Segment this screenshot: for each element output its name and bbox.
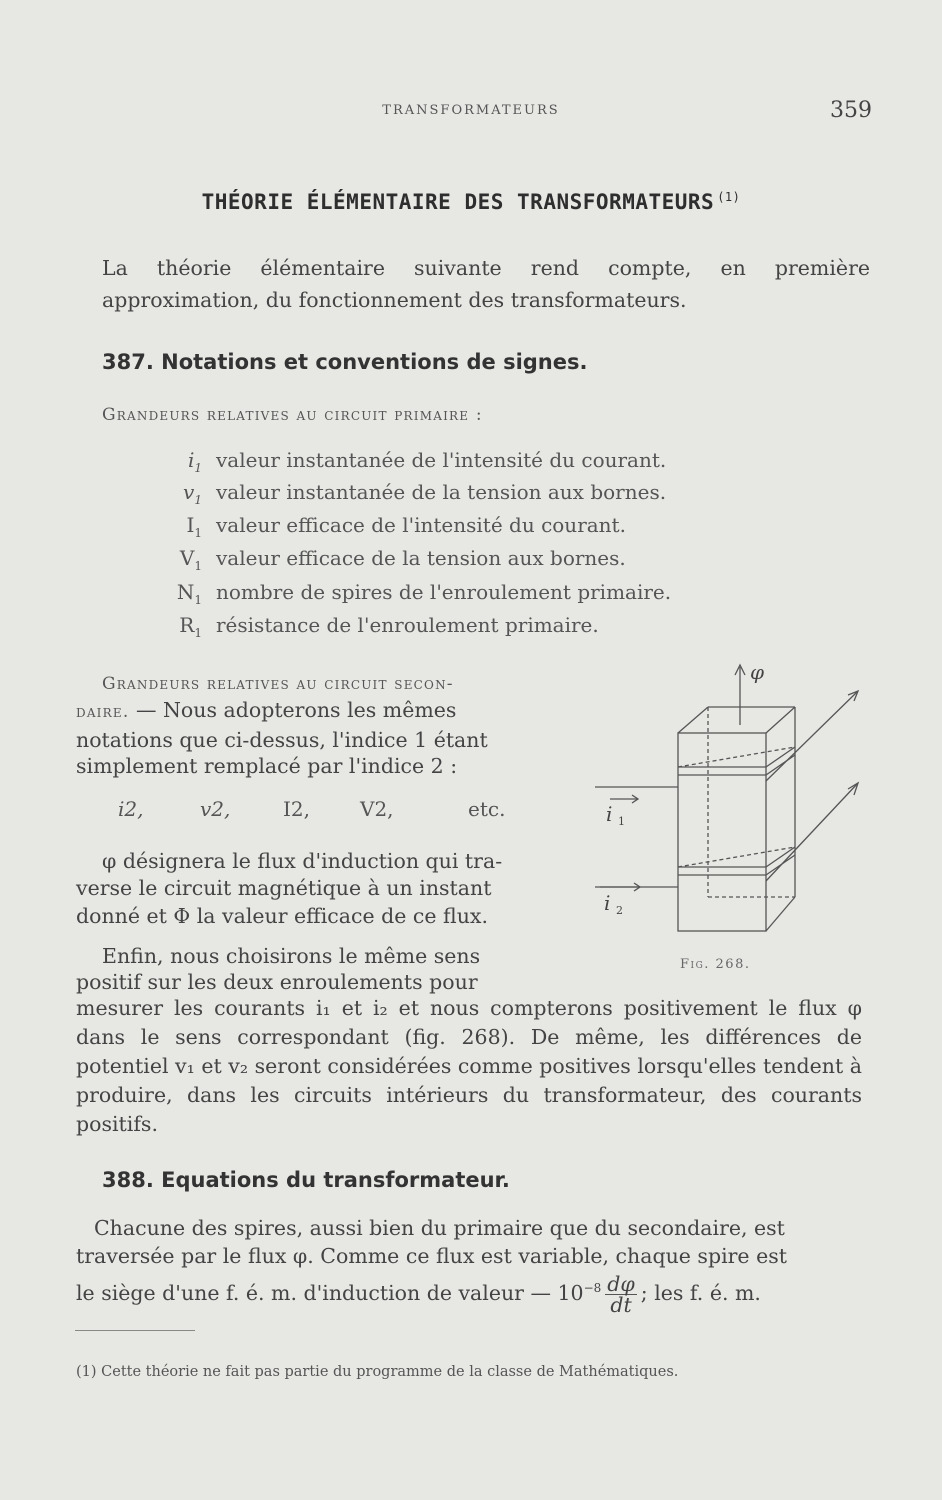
chapter-title [0, 190, 942, 214]
var-etc: etc. [468, 797, 506, 821]
sign-rest: mesurer les courants i₁ et i₂ et nous compterons positivement le flux φ dans le sens correspondant (fig. 268). De même, les différences de potentiel v₁ et v₂ seront considérées comme positives lorsqu'elles tendent à produire, dans les circuits intérieurs du transformateur, des courants positifs. [76, 996, 862, 1136]
i1-label: i [606, 802, 613, 826]
description: valeur efficace de la tension aux bornes. [216, 546, 626, 570]
page-number: 359 [830, 98, 872, 123]
description: nombre de spires de l'enroulement primaire. [216, 580, 672, 604]
intro-paragraph [102, 252, 870, 316]
description: résistance de l'enroulement primaire. [216, 613, 599, 637]
secondary-label-line2: daire. [76, 702, 130, 722]
symbol: N [176, 580, 195, 604]
primary-label: Grandeurs relatives au circuit primaire : [102, 405, 483, 425]
exponent: −8 [583, 1281, 602, 1295]
phi-label: φ [750, 660, 765, 684]
primary-item-N1: $N_1$ nombre de spires de l'enroulement primaire. [176, 580, 672, 607]
secondary-text-line3: simplement remplacé par l'indice 2 : [76, 754, 458, 778]
fraction-denominator: dt [610, 1292, 632, 1317]
i1-sub: 1 [618, 815, 625, 828]
section-387-heading: 387. Notations et conventions de signes. [102, 350, 588, 374]
var-i2: i2, [118, 797, 144, 821]
description: valeur efficace de l'intensité du courant. [216, 513, 626, 537]
chapter-title-text: THÉORIE ÉLÉMENTAIRE DES TRANSFORMATEURS [201, 190, 715, 214]
phi-line1: φ désignera le flux d'induction qui tra- [102, 849, 503, 873]
footnote-rule [75, 1330, 195, 1331]
symbol: V [179, 546, 195, 570]
description: valeur instantanée de la tension aux bornes. [216, 480, 667, 504]
section-388-line3 [76, 1272, 862, 1315]
var-V2: V2, [360, 797, 394, 821]
transformer-figure [590, 655, 880, 955]
title-footnote-mark: (1) [717, 190, 741, 204]
primary-item-I1: $I_1$ valeur efficace de l'intensité du courant. [186, 513, 626, 540]
description: valeur instantanée de l'intensité du courant. [216, 448, 667, 472]
section-388-heading: 388. Equations du transformateur. [102, 1168, 510, 1192]
secondary-text-line2: notations que ci-dessus, l'indice 1 étant [76, 728, 488, 752]
phi-line2: verse le circuit magnétique à un instant [76, 876, 492, 900]
symbol: R [179, 613, 195, 637]
secondary-vars [0, 797, 560, 827]
line3-before: le siège d'une f. é. m. d'induction de valeur — 10 [76, 1280, 584, 1305]
i2-sub: 2 [616, 904, 623, 917]
var-I2: I2, [283, 797, 310, 821]
symbol: v [183, 480, 195, 504]
sign-line2: positif sur les deux enroulements pour [76, 970, 478, 994]
symbol: i [187, 448, 195, 472]
footnote: (1) Cette théorie ne fait pas partie du programme de la classe de Mathématiques. [76, 1364, 679, 1380]
section-388-line1: Chacune des spires, aussi bien du primaire que du secondaire, est [94, 1216, 785, 1240]
primary-item-i1: $i_1$ valeur instantanée de l'intensité du courant. [187, 448, 667, 475]
secondary-text-1: — Nous adopterons les mêmes [135, 698, 457, 722]
dphi-dt-fraction [605, 1271, 636, 1317]
primary-item-R1: $R_1$ résistance de l'enroulement primaire. [179, 613, 599, 640]
fraction-numerator: dφ [607, 1271, 635, 1296]
symbol: I [186, 513, 195, 537]
section-388-line2: traversée par le flux φ. Comme ce flux est variable, chaque spire est [76, 1244, 787, 1268]
i2-label: i [604, 891, 611, 915]
sign-line1: Enfin, nous choisirons le même sens [102, 944, 481, 968]
secondary-text-line1 [76, 694, 554, 728]
primary-item-V1: $V_1$ valeur efficace de la tension aux bornes. [179, 546, 626, 573]
primary-item-v1: $v_1$ valeur instantanée de la tension aux bornes. [183, 480, 667, 507]
var-v2: v2, [200, 797, 231, 821]
line3-after: ; les f. é. m. [640, 1280, 761, 1305]
phi-line3: donné et Φ la valeur efficace de ce flux. [76, 904, 488, 928]
secondary-label-line1: Grandeurs relatives au circuit secon- [102, 674, 454, 694]
intro-text: La théorie élémentaire suivante rend compte, en première approximation, du fonctionnement des transformateurs. [102, 256, 870, 312]
running-title: TRANSFORMATEURS [382, 103, 560, 118]
figure-caption: Fig. 268. [680, 957, 751, 972]
